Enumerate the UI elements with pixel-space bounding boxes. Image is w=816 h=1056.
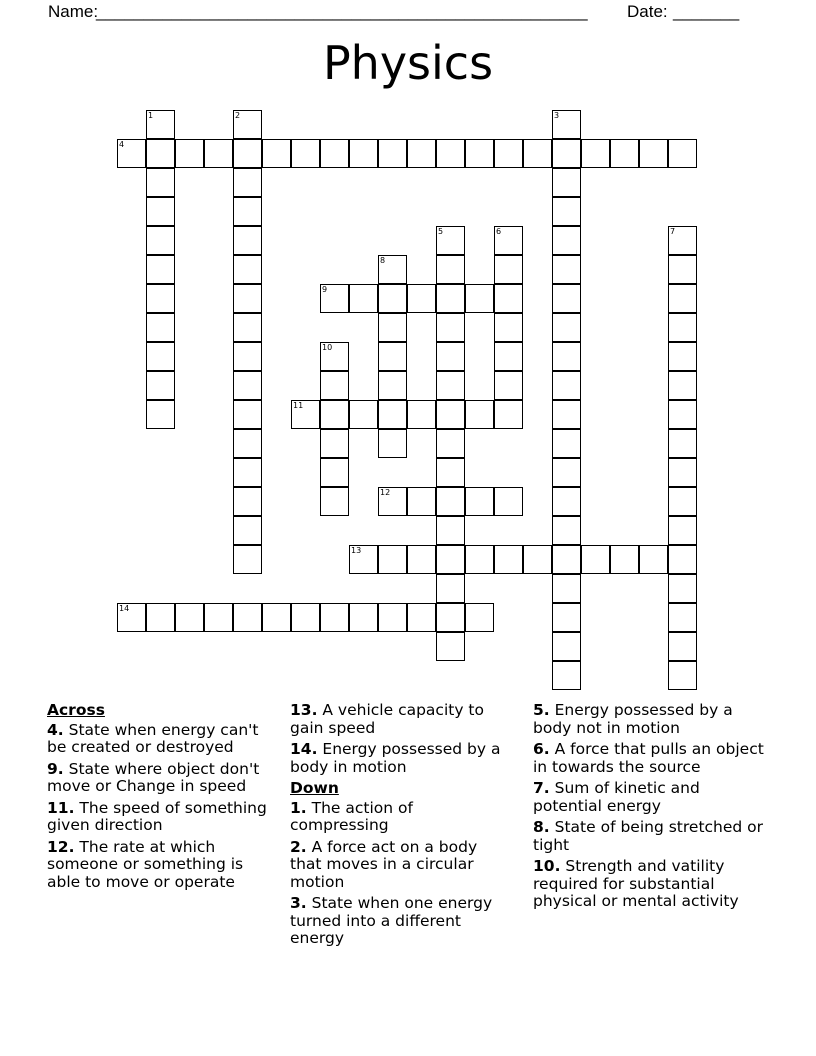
grid-cell[interactable]	[378, 139, 407, 168]
grid-cell[interactable]	[436, 400, 465, 429]
down-heading: Down	[290, 779, 339, 797]
grid-cell[interactable]	[320, 458, 349, 487]
grid-cell[interactable]	[494, 284, 523, 313]
grid-cell[interactable]	[494, 342, 523, 371]
grid-cell[interactable]	[552, 632, 581, 661]
grid-cell[interactable]	[320, 429, 349, 458]
grid-cell[interactable]	[668, 603, 697, 632]
grid-cell[interactable]	[262, 139, 291, 168]
clue-down-7: 7. Sum of kinetic and potential energy	[533, 779, 700, 815]
grid-cell[interactable]	[233, 603, 262, 632]
grid-cell[interactable]	[494, 400, 523, 429]
grid-cell[interactable]	[552, 574, 581, 603]
grid-cell[interactable]	[407, 603, 436, 632]
grid-cell[interactable]	[407, 487, 436, 516]
clue-number: 7	[670, 227, 676, 236]
grid-cell[interactable]	[320, 487, 349, 516]
grid-cell[interactable]	[668, 661, 697, 690]
grid-cell[interactable]	[233, 516, 262, 545]
grid-cell[interactable]	[552, 516, 581, 545]
grid-cell[interactable]	[291, 603, 320, 632]
grid-cell[interactable]	[117, 603, 146, 632]
grid-cell[interactable]	[552, 168, 581, 197]
grid-cell[interactable]	[407, 139, 436, 168]
clue-number: 11	[293, 401, 304, 410]
grid-cell[interactable]	[552, 226, 581, 255]
grid-cell[interactable]	[465, 603, 494, 632]
grid-cell[interactable]	[436, 516, 465, 545]
clue-across-13: 13. A vehicle capacity to gain speed	[290, 701, 484, 737]
grid-cell[interactable]	[581, 545, 610, 574]
grid-cell[interactable]	[349, 545, 378, 574]
grid-cell[interactable]	[291, 139, 320, 168]
grid-cell[interactable]	[610, 545, 639, 574]
grid-cell[interactable]	[320, 400, 349, 429]
grid-cell[interactable]	[146, 400, 175, 429]
clue-across-4: 4. State when energy can't be created or destroyed	[47, 720, 259, 756]
clue-number: 12	[380, 488, 391, 497]
grid-cell[interactable]	[668, 226, 697, 255]
grid-cell[interactable]	[668, 632, 697, 661]
grid-cell[interactable]	[378, 371, 407, 400]
grid-cell[interactable]	[407, 284, 436, 313]
grid-cell[interactable]	[262, 603, 291, 632]
grid-cell[interactable]	[407, 545, 436, 574]
grid-cell[interactable]	[552, 487, 581, 516]
clue-number: 5	[438, 227, 444, 236]
grid-cell[interactable]	[552, 661, 581, 690]
grid-cell[interactable]	[494, 139, 523, 168]
clue-across-12: 12. The rate at which someone or something is able to move or operate	[47, 837, 244, 891]
grid-cell[interactable]	[175, 139, 204, 168]
grid-cell[interactable]	[146, 255, 175, 284]
grid-cell[interactable]	[436, 284, 465, 313]
clues-across-column-1	[47, 702, 277, 895]
clue-across-9: 9. State where object don't move or Change in speed	[47, 759, 260, 795]
grid-cell[interactable]	[436, 429, 465, 458]
grid-cell[interactable]	[233, 197, 262, 226]
grid-cell[interactable]	[668, 371, 697, 400]
grid-cell[interactable]	[436, 574, 465, 603]
grid-cell[interactable]	[291, 400, 320, 429]
grid-cell[interactable]	[320, 371, 349, 400]
grid-cell[interactable]	[146, 226, 175, 255]
grid-cell[interactable]	[668, 458, 697, 487]
grid-cell[interactable]	[378, 545, 407, 574]
grid-cell[interactable]	[639, 139, 668, 168]
grid-cell[interactable]	[465, 139, 494, 168]
grid-cell[interactable]	[349, 139, 378, 168]
grid-cell[interactable]	[378, 284, 407, 313]
clue-number: 10	[322, 343, 333, 352]
grid-cell[interactable]	[320, 342, 349, 371]
grid-cell[interactable]	[552, 255, 581, 284]
clue-number: 3	[554, 111, 560, 120]
clue-number: 2	[235, 111, 241, 120]
grid-cell[interactable]	[436, 371, 465, 400]
grid-cell[interactable]	[552, 313, 581, 342]
grid-cell[interactable]	[668, 429, 697, 458]
grid-cell[interactable]	[436, 487, 465, 516]
grid-cell[interactable]	[233, 429, 262, 458]
grid-cell[interactable]	[233, 168, 262, 197]
grid-cell[interactable]	[407, 400, 436, 429]
grid-cell[interactable]	[436, 342, 465, 371]
grid-cell[interactable]	[668, 284, 697, 313]
grid-cell[interactable]	[552, 400, 581, 429]
grid-cell[interactable]	[378, 487, 407, 516]
grid-cell[interactable]	[494, 545, 523, 574]
grid-cell[interactable]	[233, 400, 262, 429]
grid-cell[interactable]	[175, 603, 204, 632]
grid-cell[interactable]	[436, 313, 465, 342]
grid-cell[interactable]	[552, 458, 581, 487]
name-label: Name:	[48, 2, 99, 21]
across-heading: Across	[47, 701, 105, 719]
grid-cell[interactable]	[552, 197, 581, 226]
clue-down-6: 6. A force that pulls an object in towards the source	[533, 740, 764, 776]
grid-cell[interactable]	[146, 110, 175, 139]
grid-cell[interactable]	[233, 458, 262, 487]
grid-cell[interactable]	[378, 400, 407, 429]
grid-cell[interactable]	[146, 284, 175, 313]
grid-cell[interactable]	[320, 603, 349, 632]
grid-cell[interactable]	[204, 603, 233, 632]
grid-cell[interactable]	[233, 313, 262, 342]
grid-cell[interactable]	[494, 487, 523, 516]
grid-cell[interactable]	[494, 313, 523, 342]
grid-cell[interactable]	[465, 545, 494, 574]
grid-cell[interactable]	[436, 255, 465, 284]
grid-cell[interactable]	[465, 487, 494, 516]
grid-cell[interactable]	[436, 603, 465, 632]
grid-cell[interactable]	[668, 545, 697, 574]
grid-cell[interactable]	[378, 342, 407, 371]
grid-cell[interactable]	[320, 284, 349, 313]
grid-cell[interactable]	[581, 139, 610, 168]
clue-down-1: 1. The action of compressing	[290, 798, 413, 834]
grid-cell[interactable]	[233, 487, 262, 516]
grid-cell[interactable]	[552, 429, 581, 458]
grid-cell[interactable]	[668, 516, 697, 545]
grid-cell[interactable]	[146, 313, 175, 342]
grid-cell[interactable]	[436, 139, 465, 168]
grid-cell[interactable]	[552, 603, 581, 632]
grid-cell[interactable]	[552, 545, 581, 574]
grid-cell[interactable]	[146, 371, 175, 400]
grid-cell[interactable]	[494, 371, 523, 400]
grid-cell[interactable]	[233, 342, 262, 371]
grid-cell[interactable]	[233, 255, 262, 284]
grid-cell[interactable]	[523, 139, 552, 168]
grid-cell[interactable]	[146, 342, 175, 371]
grid-cell[interactable]	[436, 458, 465, 487]
grid-cell[interactable]	[378, 255, 407, 284]
date-field[interactable]: _______	[673, 2, 740, 21]
clue-number: 8	[380, 256, 386, 265]
grid-cell[interactable]	[668, 139, 697, 168]
grid-cell[interactable]	[233, 284, 262, 313]
grid-cell[interactable]	[494, 255, 523, 284]
clue-number: 1	[148, 111, 154, 120]
clue-down-8: 8. State of being stretched or tight	[533, 818, 764, 854]
grid-cell[interactable]	[378, 603, 407, 632]
clue-number: 6	[496, 227, 502, 236]
grid-cell[interactable]	[639, 545, 668, 574]
grid-cell[interactable]	[668, 342, 697, 371]
grid-cell[interactable]	[552, 139, 581, 168]
grid-cell[interactable]	[233, 139, 262, 168]
grid-cell[interactable]	[320, 139, 349, 168]
clue-number: 13	[351, 546, 362, 555]
clue-number: 9	[322, 285, 328, 294]
grid-cell[interactable]	[146, 603, 175, 632]
grid-cell[interactable]	[668, 400, 697, 429]
grid-cell[interactable]	[146, 168, 175, 197]
clue-number: 14	[119, 604, 130, 613]
clue-down-2: 2. A force act on a body that moves in a circular motion	[290, 837, 478, 891]
grid-cell[interactable]	[668, 313, 697, 342]
grid-cell[interactable]	[146, 139, 175, 168]
grid-cell[interactable]	[552, 284, 581, 313]
grid-cell[interactable]	[378, 313, 407, 342]
name-field[interactable]: ____________________________________________________	[96, 2, 588, 21]
grid-cell[interactable]	[378, 429, 407, 458]
grid-cell[interactable]	[233, 371, 262, 400]
grid-cell[interactable]	[523, 545, 552, 574]
grid-cell[interactable]	[233, 226, 262, 255]
grid-cell[interactable]	[668, 574, 697, 603]
grid-cell[interactable]	[233, 545, 262, 574]
clue-across-11: 11. The speed of something given direction	[47, 798, 267, 834]
grid-cell[interactable]	[436, 632, 465, 661]
clue-across-14: 14. Energy possessed by a body in motion	[290, 740, 501, 776]
grid-cell[interactable]	[349, 284, 378, 313]
page-title: Physics	[322, 36, 494, 90]
clues-column-3	[533, 702, 773, 915]
grid-cell[interactable]	[436, 226, 465, 255]
date-label: Date:	[627, 2, 668, 21]
grid-cell[interactable]	[465, 400, 494, 429]
grid-cell[interactable]	[233, 110, 262, 139]
clues-column-2	[290, 702, 512, 952]
grid-cell[interactable]	[552, 371, 581, 400]
grid-cell[interactable]	[117, 139, 146, 168]
grid-cell[interactable]	[494, 226, 523, 255]
grid-cell[interactable]	[668, 255, 697, 284]
grid-cell[interactable]	[610, 139, 639, 168]
clue-down-5: 5. Energy possessed by a body not in motion	[533, 701, 733, 737]
grid-cell[interactable]	[146, 197, 175, 226]
grid-cell[interactable]	[465, 284, 494, 313]
grid-cell[interactable]	[436, 545, 465, 574]
grid-cell[interactable]	[552, 342, 581, 371]
grid-cell[interactable]	[552, 110, 581, 139]
clue-down-10: 10. Strength and vatility required for substantial physical or mental activity	[533, 857, 739, 910]
clue-down-3: 3. State when one energy turned into a different energy	[290, 894, 493, 947]
grid-cell[interactable]	[349, 603, 378, 632]
grid-cell[interactable]	[668, 487, 697, 516]
grid-cell[interactable]	[349, 400, 378, 429]
grid-cell[interactable]	[204, 139, 233, 168]
clue-number: 4	[119, 140, 125, 149]
